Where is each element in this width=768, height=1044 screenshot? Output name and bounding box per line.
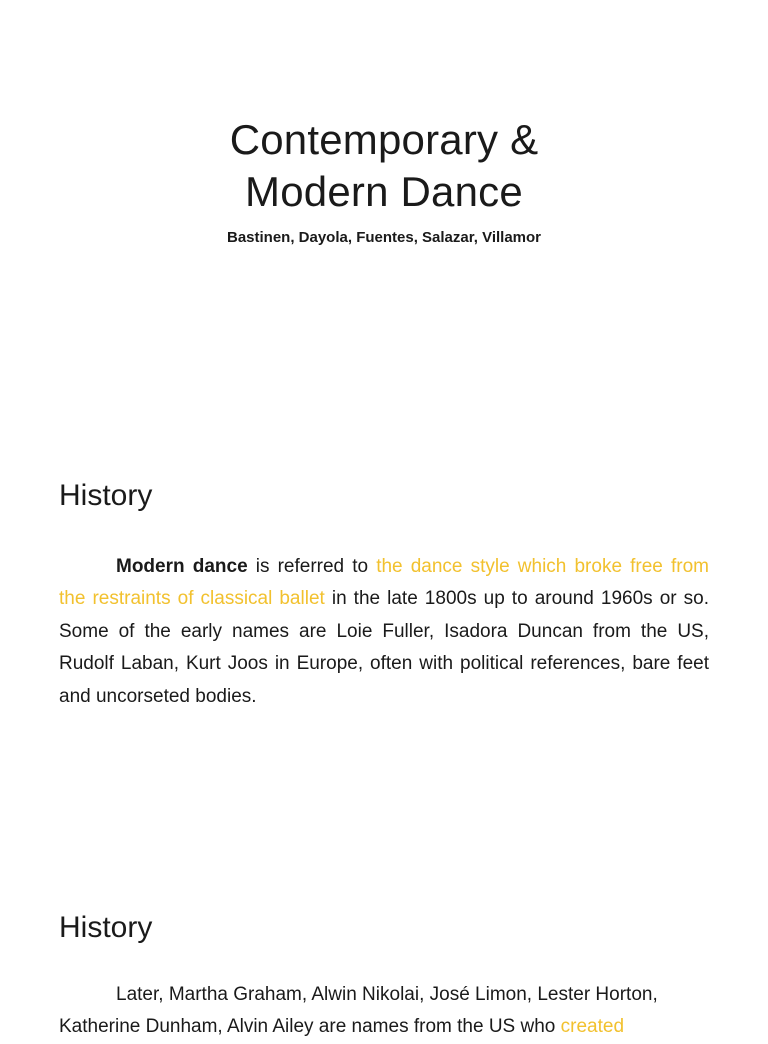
paragraph-text-a: is referred to (247, 556, 377, 577)
history-heading-2: History (59, 911, 153, 944)
authors-subtitle: Bastinen, Dayola, Fuentes, Salazar, Villamor (226, 229, 541, 246)
history-paragraph (59, 551, 709, 713)
title-line-1: Contemporary & (229, 116, 539, 163)
presentation-title (0, 114, 768, 218)
title-slide (0, 0, 768, 432)
paragraph-2-text-a: Later, Martha Graham, Alwin Nikolai, José Limon, Lester Horton, Katherine Dunham, Alvin Ailey are names from the US who (59, 984, 658, 1038)
title-line-2: Modern Dance (245, 168, 523, 215)
history-paragraph-2 (59, 979, 709, 1044)
history-slide-2 (0, 864, 768, 1038)
history-heading: History (59, 479, 153, 512)
highlight-text-2: created (560, 1016, 625, 1038)
highlight-text: the dance style which broke free from the restraints of classical ballet (59, 556, 709, 610)
paragraph-text-b: in the late 1800s up to around 1960s or so. Some of the early names are Loie Fuller, Isadora Duncan from the US, Rudolf Laban, Kurt Joos in Europe, often with political references, bare feet and uncorseted bodies. (59, 588, 709, 707)
history-slide-1 (0, 432, 768, 864)
term-modern-dance: Modern dance (116, 556, 248, 577)
